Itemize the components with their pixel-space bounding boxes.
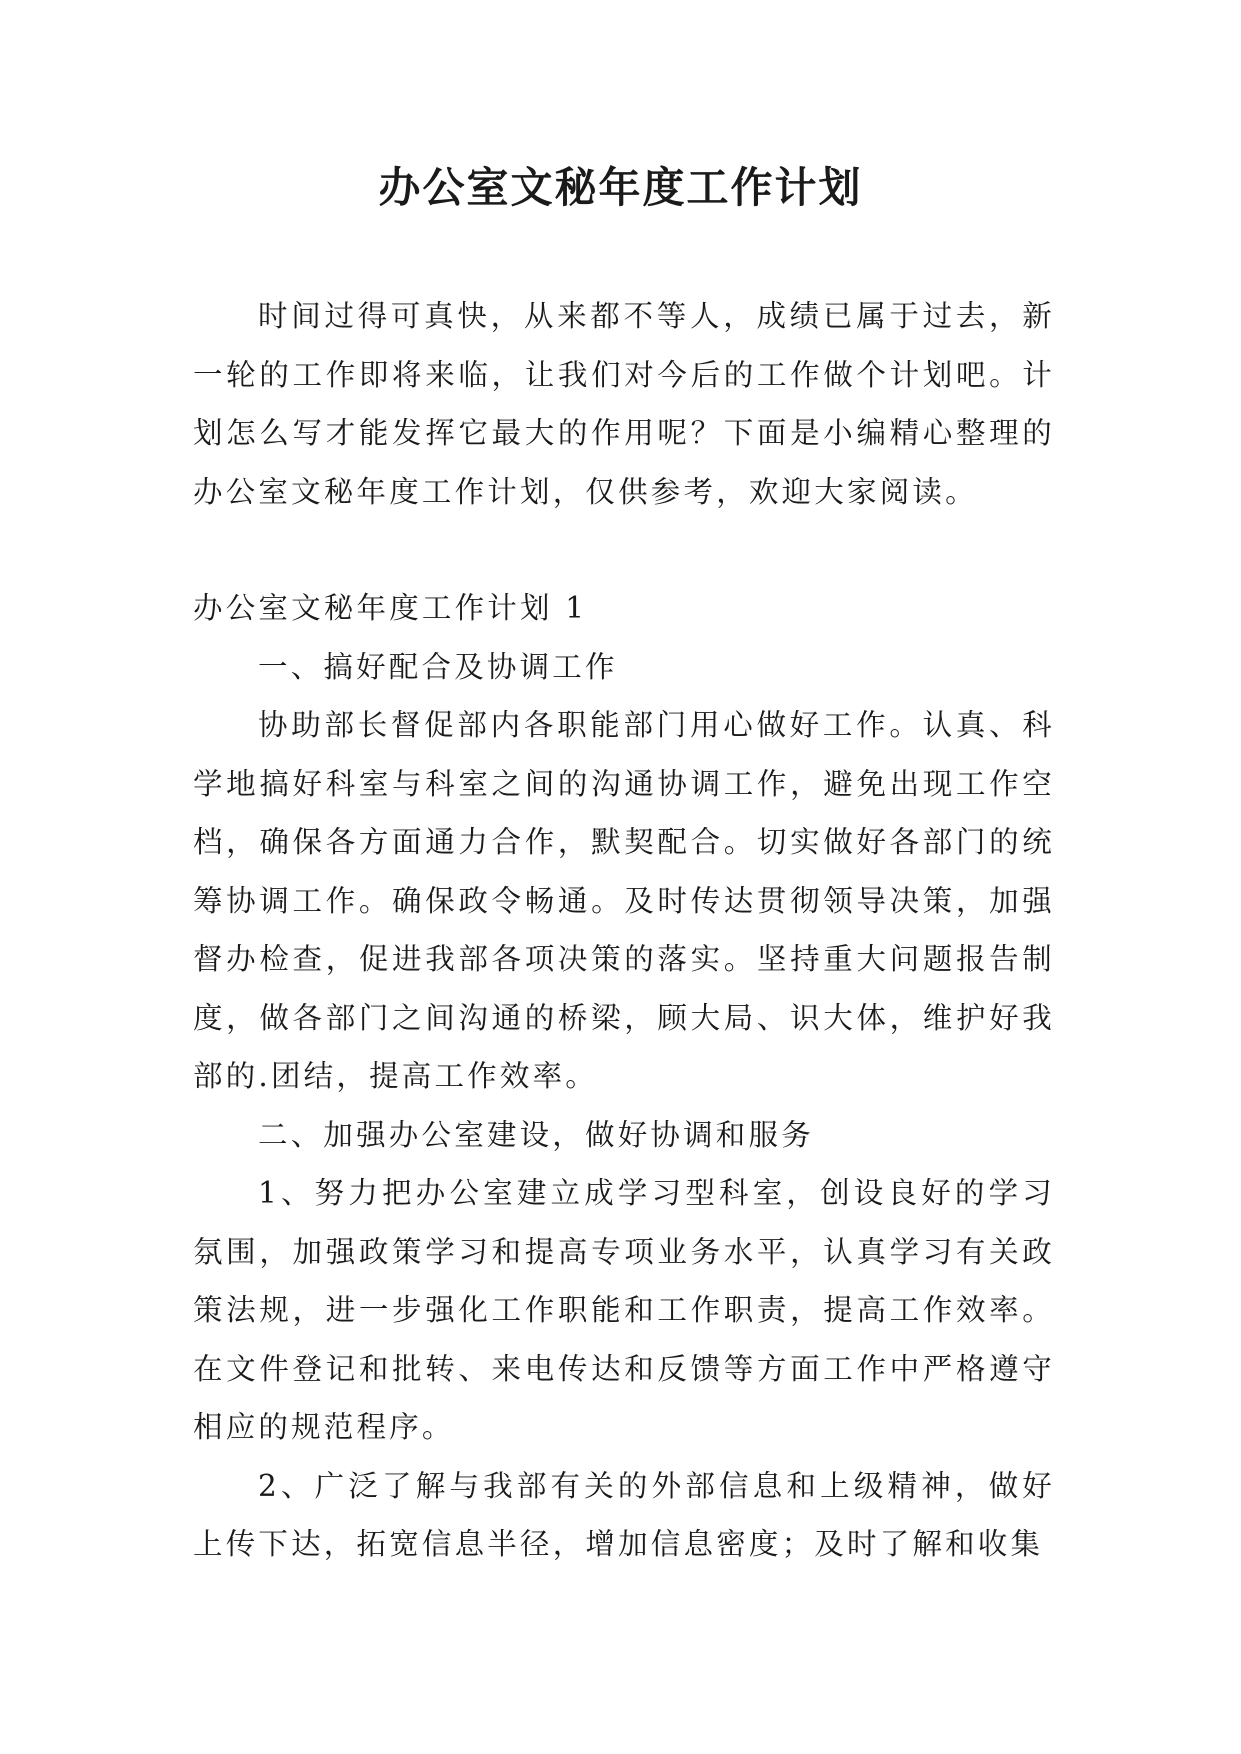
paragraph-gap: [193, 521, 1055, 579]
document-title: 办公室文秘年度工作计划: [378, 163, 863, 212]
heading-coordination: 一、搞好配合及协调工作: [258, 649, 618, 684]
section-title: 办公室文秘年度工作计划 1: [193, 591, 588, 625]
paragraph-learning-office: 1、努力把办公室建立成学习型科室，创设良好的学习氛围，加强政策学习和提高专项业务水平，认真学习有关政策法规，进一步强化工作职能和工作职责，提高工作效率。在文件登记和批转、来电传达和反馈等方面工作中严格遵守相应的规范程序。: [193, 1176, 1055, 1444]
paragraph-information: 2、广泛了解与我部有关的外部信息和上级精神，做好上传下达，拓宽信息半径，增加信息密度；及时了解和收集: [193, 1468, 1055, 1561]
heading-office-building: 二、加强办公室建设，做好协调和服务: [258, 1117, 814, 1152]
document-body: [193, 287, 1055, 1574]
intro-paragraph: 时间过得可真快，从来都不等人，成绩已属于过去，新一轮的工作即将来临，让我们对今后的工作做个计划吧。计划怎么写才能发挥它最大的作用呢？下面是小编精心整理的办公室文秘年度工作计划，仅供参考，欢迎大家阅读。: [193, 299, 1055, 509]
paragraph-coordination: 协助部长督促部内各职能部门用心做好工作。认真、科学地搞好科室与科室之间的沟通协调工作，避免出现工作空档，确保各方面通力合作，默契配合。切实做好各部门的统筹协调工作。确保政令畅通。及时传达贯彻领导决策，加强督办检查，促进我部各项决策的落实。坚持重大问题报告制度，做各部门之间沟通的桥梁，顾大局、识大体，维护好我部的.团结，提高工作效率。: [193, 708, 1055, 1093]
